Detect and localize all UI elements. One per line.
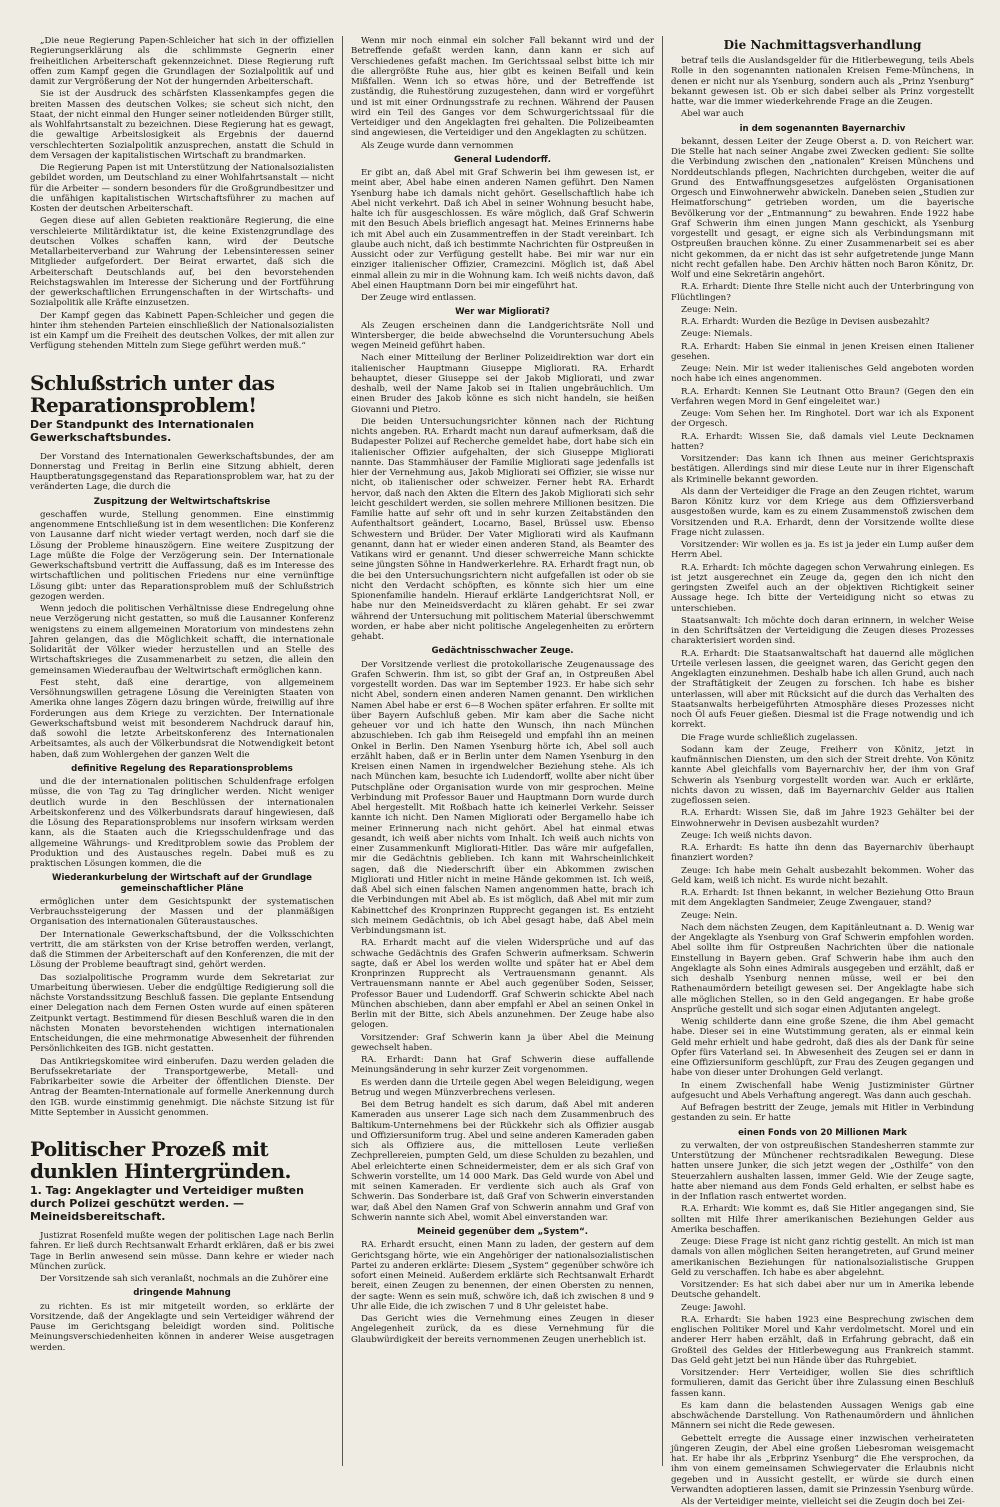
- article-headline: Schlußstrich unter das Reparationsproblem!: [30, 370, 275, 417]
- section-heading: Wer war Migliorati?: [455, 307, 550, 318]
- paragraph: Der Vorsitzende sah sich veranlaßt, nochmals an die Zuhörer eine: [40, 1274, 329, 1284]
- paragraph: „Die neue Regierung Papen-Schleicher hat sich in der offiziellen Regierungserklärung als die schlimmste Gegnerin einer freiheitlichen Arbeiterschaft gekennzeichnet. Diese Regierung ruft offen zum Kampf gegen die Grundlagen der Sozialpolitik auf und damit zur Vergrößerung der Not der hungernden Arbeiterschaft.: [30, 36, 334, 87]
- paragraph: Der Vorsitzende verliest die protokollarische Zeugenaussage des Grafen Schwerin. Ihm ist, so gibt der Graf an, in Ostpreußen Abel vorgestellt worden. Das war im September 1923. Er habe sich sehr nicht Abel, sondern einen anderen Namen genannt. Den wirklichen Namen Abel habe er erst 6—8 Wochen später erfahren. Er sollte mit über Bayern Aufschluß geben. Mir kam aber die Sache nicht geheuer vor und ich hatte den Wunsch, ihn nach München abzuschieben. Ich gab ihm Reisegeld und empfahl ihn an meinen Onkel in Berlin. Den Namen Ysenburg hörte ich, Abel soll auch erzählt haben, daß er in Berlin unter dem Namen Ysenburg in den Kreisen einen Namen in irgendwelcher Beziehung stehe. Als ich nach München kam, besuchte ich Ludendorff, wollte aber nicht über Putschpläne oder Organisation wurde von mir gesprochen. Meine Verbindung mit Professor Bauer und Hauptmann Dorn wurde durch Abel hergestellt. Mit Roßbach hatte ich keinerlei Verkehr. Seisser kannte ich nicht. Den Namen Migliorati oder Bergamello habe ich meiner Erinnerung nach nicht gehört. Abel hat einmal etwas gesandt, ich weiß aber nichts vom Inhalt. Ich weiß auch nichts von einer Zusammenkunft Migliorati-Hitler. Das wäre mir aufgefallen, mir die Gedächtnis geblieben. Ich kann mit Wahrscheinlichkeit sagen, daß die Niederschrift über ein Abkommen zwischen Migliorati und Hitler nicht in meine Hände gekommen ist. Ich weiß, daß Abel sich einen falschen Namen angenommen hatte, brach ich die Verbindungen mit Abel ab. Es ist möglich, daß Abel mit mir zum Kabinettchef des Kronprinzen Rupprecht gegangen ist. Es entzieht sich meinem Gedächtnis, ob ich Abel gesagt habe, daß Abel mein Verbindungsmann ist.: [351, 659, 654, 936]
- section-heading: Meineid gegenüber dem „System“.: [416, 1227, 589, 1237]
- paragraph: Das Antikriegskomitee wird einberufen. Dazu werden geladen die Berufssekretariate der Transportgewerbe, Metall- und Fabrikarbeiter sowie die Arbeiter der öffentlichen Dienste. Der Antrag der Beamten-Internationale auf formelle Anerkennung durch den IGB. wurde einstimmig genehmigt. Die nächste Sitzung ist für Mitte September in Aussicht genommen.: [30, 1056, 334, 1118]
- paragraph: Vorsitzender: Herr Verteidiger, wollen Sie dies schriftlich formulieren, damit das Gericht über ihre Zulassung einen Beschluß fassen kann.: [671, 1368, 974, 1399]
- paragraph: Das sozialpolitische Programm wurde dem Sekretariat zur Umarbeitung überwiesen. Ueber die endgültige Redigierung soll die nächste Vorstandssitzung Beschluß fassen. Die geplante Entsendung einer Delegation nach dem Fernen Osten wurde auf einen späteren Zeitpunkt vertagt. Bestimmend für diesen Beschluß waren die in den nächsten Monaten bevorstehenden wichtigen internationalen Entscheidungen, die eine mehrmonatige Abwesenheit der führenden Persönlichkeiten des IGB. nicht gestatten.: [30, 972, 334, 1055]
- paragraph: Zeuge: Vom Sehen her. Im Ringhotel. Dort war ich als Exponent der Orgesch.: [671, 409, 974, 430]
- paragraph: Es kam dann die belastenden Aussagen Wenigs gab eine abschwächende Darstellung. Von Rathenaumördern und ähnlichen Männern sei nicht die Rede gewesen.: [671, 1400, 974, 1432]
- paragraph: und die der internationalen politischen Schuldenfrage erfolgen müsse, die von Tag zu Tag dringlicher werden. Nicht weniger deutlich wurde in den Beschlüssen der internationalen Arbeitskonferenz und des Völkerbundsrats darauf hingewiesen, daß die Lösung des Reparationsproblems nur insofern wirksam werden kann, als die Staaten auch die Kriegsschuldenfrage und das allgemeine Währungs- und Kreditproblem sowie das Problem der Produktion und des Austausches regeln. Dabei muß es zu praktischen Lösungen kommen, die die: [30, 777, 334, 869]
- paragraph: Der Zeuge wird entlassen.: [361, 293, 477, 303]
- section-heading: Gedächtnisschwacher Zeuge.: [431, 646, 574, 657]
- paragraph: Das Gericht wies die Vernehmung eines Zeugen in dieser Angelegenheit zurück, da es diese Vernehmung für die Glaubwürdigkeit der bereits vernommenen Zeugen unerheblich ist.: [351, 1314, 654, 1345]
- paragraph: Staatsanwalt: Ich möchte doch daran erinnern, in welcher Weise in den Schriftsätzen der Verteidigung die Zeugen dieses Prozesses charakterisiert worden sind.: [671, 615, 974, 647]
- paragraph: bekannt, dessen Leiter der Zeuge Oberst a. D. von Reichert war. Die Stelle hat nach seiner Angabe zwei Zwecken gedient: Sie sollte die Verbindung zwischen den „nationalen“ Kreisen Münchens und Norddeutschlands pflegen, Nachrichten durchgeben, weiter die auf Grund des Entwaffnungsgesetzes aufgelösten Organisationen Orgesch und Einwohnerwehr abwickeln. Daneben seien „Studien zur Heimatforschung“ getrieben worden, um die bayerische Bevölkerung vor der „Entmannung“ zu bewahren. Ende 1922 habe Graf Schwerin ihm einen jungen Mann geschickt, als Ysenburg vorgestellt und gesagt, er eigne sich als Verbindungsmann mit Ostpreußen brauchen könne. Zu einer Zusammenarbeit sei es aber nicht gekommen, da er nicht das ist sehr aufgetretende junge Mann nicht recht gefallen habe. Den Archiv hätten noch Baron Könitz, Dr. Wolf und eine Sekretärin angehört.: [671, 136, 974, 280]
- paragraph: R.A. Erhardt: Es hatte ihn denn das Bayernarchiv überhaupt finanziert worden?: [671, 843, 974, 864]
- paragraph: ermöglichen unter dem Gesichtspunkt der systematischen Verbrauchssteigerung der Massen und der planmäßigen Organisation des internationalen Güteraustausches.: [30, 896, 334, 928]
- column-layout: [22, 36, 982, 1507]
- article-subheadline: Der Standpunkt des Internationalen Gewerkschaftsbundes.: [30, 417, 255, 444]
- paragraph: R.A. Erhardt: Wissen Sie, daß damals viel Leute Decknamen hatten?: [671, 431, 974, 452]
- paragraph: Er gibt an, daß Abel mit Graf Schwerin bei ihm gewesen ist, er meint aber, Abel habe einen anderen Namen geführt. Den Namen Ysenburg habe ich damals nicht gehört. Gesellschaftlich habe ich Abel nicht verkehrt. Daß ich Abel in seiner Wohnung besucht habe, halte ich für ausgeschlossen. Es wäre möglich, daß Graf Schwerin mit den Besuch Abels brieflich angesagt hat. Meines Erinnerns habe ich mit Abel auch ein Zusammentreffen in der Stadt vereinbart. Ich glaube auch nicht, daß ich bestimmte Nachrichten für Ostpreußen in Aussicht oder zur Verfügung gestellt habe. Bei mir war nur ein einziger italienischer Offizier, Cramezcini. Möglich ist, daß Abel einmal allein zu mir in die Wohnung kam. Ich weiß nichts davon, daß Abel einen Hauptmann Dorn bei mir eingeführt hat.: [351, 168, 654, 291]
- section-heading: einen Fonds von 20 Millionen Mark: [738, 1127, 907, 1138]
- column-left: [22, 36, 342, 1466]
- resolution-text: [30, 36, 334, 352]
- paragraph: Gegen diese auf allen Gebieten reaktionäre Regierung, die eine verschleierte Militärdiktatur ist, die keine Existenzgrundlage des deutschen Volkes schaffen kann, wird der Deutsche Metallarbeiterverband zur Wahrung der Lebensinteressen seiner Mitglieder aufgefordert. Der Beirat erwartet, daß sich die Arbeiterschaft Deutschlands auf, bei den bevorstehenden Reichstagswahlen im Interesse der Sicherung und der Fortführung der gewerkschaftlichen Errungenschaften in der Wirtschafts- und Sozialpolitik alle Kräfte einzusetzen.: [30, 216, 334, 309]
- paragraph: In einem Zwischenfall habe Wenig Justizminister Gürtner aufgesucht und Abels Verhaftung angeregt. Was dann auch geschah.: [671, 1080, 974, 1101]
- section-heading: Wiederankurbelung der Wirtschaft auf der Grundlage gemeinschaftlicher Pläne: [52, 873, 312, 894]
- paragraph: RA. Erhardt ersucht, einen Mann zu laden, der gestern auf dem Gerichtsgang hörte, wie ein Angehöriger der nationalsozialistischen Partei zu anderen erklärte: Diesem „System“ gegenüber schwöre ich sofort einen Meineid. Außerdem erklärte sich Rechtsanwalt Erhardt bereit, einen Zeugen zu benennen, der einen Obersten zu nennen, der sagte: Wenn es sein muß, schwöre ich, daß ich zwischen 8 und 9 Uhr alle Eide, die ich zwischen 7 und 8 Uhr geleistet habe.: [351, 1240, 654, 1312]
- paragraph: Vorsitzender: Es hat sich dabei aber nur um in Amerika lebende Deutsche gehandelt.: [671, 1280, 974, 1301]
- paragraph: Zeuge: Diese Frage ist nicht ganz richtig gestellt. An mich ist man damals von allen möglichen Seiten herangetreten, auf Grund meiner amerikanischen Beziehungen für nationalsozialistische Gruppen Geld zu verschaffen. Ich habe es aber abgelehnt.: [671, 1237, 974, 1278]
- paragraph: R.A. Erhardt: Kennen Sie Leutnant Otto Braun? (Gegen den ein Verfahren wegen Mord in Genf eingeleitet war.): [671, 386, 974, 407]
- paragraph: Als der Verteidiger meinte, vielleicht sei die Zeugin doch bei Zei-: [681, 1497, 965, 1507]
- paragraph: Wenn mir noch einmal ein solcher Fall bekannt wird und der Betreffende gefaßt werden kann, dann kann er sich auf Verschiedenes gefaßt machen. Im Gerichtssaal selbst bitte ich mir die allergrößte Ruhe aus, hier gibt es keinen Beifall und kein Mißfallen. Wenn ich so etwas höre, und der Betreffende ist zuständig, die Ruhestörung zuzugestehen, dann wird er vorgeführt und ist mit einer Ordnungsstrafe zu rechnen. Während der Pausen wird ein Teil des Ganges vor dem Schwurgerichtssaal für die Verteidiger und den Angeklagten frei gehalten. Die Polizeibeamten sind angewiesen, die Verteidiger und den Angeklagten zu schützen.: [351, 36, 654, 139]
- section-title: Die Nachmittagsverhandlung: [723, 38, 922, 52]
- reparations-article: [30, 452, 334, 1119]
- paragraph: Zeuge: Niemals.: [681, 329, 753, 340]
- paragraph: zu verwalten, der von ostpreußischen Standesherren stammte zur Unterstützung der Münchener rechtsradikalen Bewegung. Diese hatten unsere Junker, die sich jetzt wegen der „Osthilfe“ von den Steuerzahlern aushalten lassen, immer Geld. Wie der Zeuge sagte, hatte aber niemand aus dem Fonds Geld erhalten, er selbst habe es in der Inflation rasch entwertet worden.: [671, 1140, 974, 1202]
- paragraph: R.A. Erhardt: Wie kommt es, daß Sie Hitler angegangen sind, Sie sollten mit Hilfe Ihrer amerikanischen Beziehungen Gelder aus Amerika beschaffen.: [671, 1204, 974, 1235]
- paragraph: Die beiden Untersuchungsrichter können nach der Richtung nichts angeben. RA. Erhardt macht nun darauf aufmerksam, daß die Budapester Polizei auf Recherche gemeldet habe, dort habe sich ein italienischer Offizier aufgehalten, der sich Giuseppe Migliorati nannte. Das Stammhäuser der Familie Migliorati sage jedenfalls ist hier der Vernehmung aus, Jakob Migliorati sei Offizier, sie wisse nur nicht, ob italienischer oder schweizer. Ferner hebt RA. Erhardt hervor, daß nach den Akten die Eltern des Jakob Migliorati sich sehr leicht geschildert werden, sie sollen mehrere Millionen besitzen. Die Familie hatte auf sehr oft und in sehr kurzen Zeitabständen den Aufenthaltsort geändert, Locarno, Basel, Brüssel usw. Ebenso Schwestern und Brüder. Der Vater Migliorati wird als Kaufmann genannt, dann hat er wieder einen anderen Stand, als Beamter des Vatikans wird er genannt. Und dieser schwerreiche Mann schickte seine jüngsten Söhne in Handwerkerlehre. RA. Erhardt fragt nun, ob die bei den Untersuchungsrichtern nicht aufgefallen ist oder ob sie nicht den Verdacht schöpften, es könnte sich hier um eine Spionenfamilie handeln. Hierauf erklärte Landgerichtsrat Noll, er habe nur den Meineidsverdacht zu klären gehabt. Er sei zwar während der Untersuchung mit politischem Material überschwemmt worden, er habe aber nicht politische Angelegenheiten zu erörtern gehabt.: [351, 416, 654, 642]
- paragraph: Als dann der Verteidiger die Frage an den Zeugen richtet, warum Baron Könitz kurz vor dem Kriege aus dem Offiziersverband ausgestoßen wurde, kam es zu einem Zusammenstoß zwischen dem Vorsitzenden und R.A. Erhardt, denn der Vorsitzende wollte diese Frage nicht zulassen.: [671, 486, 974, 538]
- paragraph: Vorsitzender: Wir wollen es ja. Es ist ja jeder ein Lump außer dem Herrn Abel.: [671, 540, 974, 561]
- paragraph: Abel war auch: [681, 109, 744, 120]
- paragraph: RA. Erhardt macht auf die vielen Widersprüche und auf das schwache Gedächtnis des Grafen Schwerin aufmerksam. Schwerin sagte, daß er Abel los werden wollte und später hat er Abel dem Kronprinzen Rupprecht als Vertrauensmann genannt. Als Vertrauensmann nannte er Abel auch gegenüber Soden, Seisser, Professor Bauer und Ludendorff. Graf Schwerin schickte Abel nach München abschieben, dann aber empfahl er Abel an seinen Onkel in Berlin mit der Bitte, sich Abels anzunehmen. Der Zeuge habe also gelogen.: [351, 938, 654, 1031]
- paragraph: Fest steht, daß eine derartige, von allgemeinem Versöhnungswillen getragene Lösung die Vereinigten Staaten von Amerika ohne langes Zögern dazu bringen würde, freiwillig auf ihre Forderungen aus dem Kriege zu verzichten. Der Internationale Gewerkschaftsbund weist mit besonderem Nachdruck darauf hin, daß sowohl die letzte Arbeitskonferenz des Internationalen Arbeitsamtes, als auch der Völkerbundsrat die Notwendigkeit betont haben, daß zum Wohlergehen der ganzen Welt die: [30, 677, 334, 760]
- paragraph: Justizrat Rosenfeld mußte wegen der politischen Lage nach Berlin fahren. Er ließ durch Rechtsanwalt Erhardt erklären, daß er bis zwei Tage in Berlin anwesend sein müsse. Dann kehre er wieder nach München zurück.: [30, 1231, 334, 1272]
- paragraph: Wenn jedoch die politischen Verhältnisse diese Endregelung ohne neue Verzögerung nicht gestatten, so muß die Lausanner Konferenz wenigstens zu einem allgemeinen Moratorium von mindestens zehn Jahren gelangen, das die Möglichkeit schafft, die internationale Solidarität der Völker wieder herzustellen und an Stelle des Wirtschaftskrieges die Zusammenarbeit zu setzen, die allein den gemeinsamen Wiederaufbau der Weltwirtschaft ermöglichen kann.: [30, 604, 334, 676]
- column-right: [662, 36, 982, 1507]
- paragraph: R.A. Erhardt: Sie haben 1923 eine Besprechung zwischen dem englischen Politiker Morel und Kahr verdolmetscht. Morel und ein anderer Herr haben erzählt, daß in Erfahrung gebracht, daß ein Großteil des Geldes der Hitlerbewegung aus Frankreich stammt. Das Geld geht jetzt bei nun Hände über das Ruhrgebiet.: [671, 1314, 974, 1366]
- paragraph: Zeuge: Nein. Mir ist weder italienisches Geld angeboten worden noch habe ich eines angenommen.: [671, 364, 974, 385]
- paragraph: Zeuge: Nein.: [681, 304, 738, 315]
- paragraph: Die Regierung Papen ist mit Unterstützung der Nationalsozialisten gebildet worden, um Deutschland zu einer Wohlfahrtsanstalt — nicht für die Arbeiter — sondern besonders für die Großgrundbesitzer und die unfähigen kapitalistischen Wirtschaftsführer zu machen auf Kosten der deutschen Arbeiterschaft.: [30, 163, 334, 214]
- paragraph: betraf teils die Auslandsgelder für die Hitlerbewegung, teils Abels Rolle in den sogenannten nationalen Kreisen Feme-Münchens, in denen er nicht nur als Ysenburg, sondern auch als „Prinz Ysenburg“ bekannt gewesen ist. Ob er sich dabei selber als Prinz vorgestellt hatte, war die immer wiederkehrende Frage an die Zeugen.: [671, 56, 974, 107]
- paragraph: Zeuge: Jawohl.: [681, 1302, 746, 1313]
- paragraph: Der Internationale Gewerkschaftsbund, der die Volksschichten vertritt, die am stärksten von der Krise betroffen werden, verlangt, daß die Stimmen der Arbeiterschaft auf den Konferenzen, die mit der Lösung der Probleme beauftragt sind, gehört werden.: [30, 929, 334, 971]
- paragraph: Wenig schilderte dann eine große Szene, die ihm Abel gemacht habe. Dieser sei in eine Wutstimmung geraten, als er einmal kein Geld mehr erhielt und habe gedroht, daß dies als der Dank für seine Opfer fürs Vaterland sei. In Abwesenheit des Zeugen sei er dann in eine Offiziersuniform geschlüpft, zur Frau des Zeugen gegangen und habe von dieser unter Drohungen Geld verlangt.: [671, 1017, 974, 1079]
- section-heading: Zuspitzung der Weltwirtschaftskrise: [93, 496, 271, 507]
- paragraph: Bei dem Betrug handelt es sich darum, daß Abel mit anderen Kameraden aus unserer Lage sich nach dem Zusammenbruch des Baltikum-Unternehmens bei der Rückkehr sich als Offizier ausgab und Offiziersuniform trug. Abel und seine anderen Kameraden gaben sich als Offiziere aus, die mittellosen Leute verließen Zechprellereien, pumpten Geld, um diese Schulden zu bezahlen, und Abel erleichterte einen Schneidermeister, dem er als sich Graf von Schwerin vorstellte, um 14 000 Mark. Das Geld wurde von Abel und mit seinen Kameraden. Er verdiente sich auch als Graf von Schwerin. Das Sonderbare ist, daß Graf von Schwerin einverstanden war, daß Abel den Namen Graf von Schwerin annahm und Graf von Schwerin nannte sich Abel, womit Abel einverstanden war.: [351, 1100, 654, 1223]
- paragraph: geschaffen wurde, Stellung genommen. Eine einstimmig angenommene Entschließung ist in dem wesentlichen: Die Konferenz von Lausanne darf nicht wieder vertagt werden, noch darf sie die Lösung der Probleme hinauszögern. Eine weitere Zuspitzung der Lage müßte die Folge der Verzögerung sein. Der Internationale Gewerkschaftsbund vertritt die Auffassung, daß es im Interesse des wirtschaftlichen und politischen Friedens nur eine vernünftige Lösung gibt: unter das Reparationsproblem muß der Schlußstrich gezogen werden.: [30, 509, 334, 602]
- paragraph: Nach dem nächsten Zeugen, dem Kapitänleutnant a. D. Wenig war der Angeklagte als Ysenburg von Graf Schwerin empfohlen worden. Abel sollte ihm für Ostpreußen Nachrichten über die nationale Einstellung in Bayern geben. Graf Schwerin habe ihm auch den Angeklagte als Sohn eines Admirals ausgegeben und erzählt, daß er sich deshalb Ysenburg nennen müsse, weil er bei den Rathenaumördern beteiligt gewesen sei. Der Angeklagte habe sich alle möglichen Stellen, so in den Geld angegangen. Er habe große Ansprüche gestellt und sich sogar einen Adjutanten angelegt.: [671, 922, 974, 1015]
- section-heading: dringende Mahnung: [133, 1288, 231, 1299]
- paragraph: R.A. Erhardt: Haben Sie einmal in jenen Kreisen einen Italiener gesehen.: [671, 341, 974, 362]
- paragraph: Als Zeugen erscheinen dann die Landgerichtsräte Noll und Wintersberger, die beide abwechselnd die Voruntersuchung Abels wegen Meineid geführt haben.: [351, 320, 654, 351]
- paragraph: R.A. Erhardt: Wurden die Bezüge in Devisen ausbezahlt?: [681, 317, 930, 327]
- section-heading: General Ludendorff.: [453, 154, 551, 165]
- paragraph: Sodann kam der Zeuge, Freiherr von Könitz, jetzt in kaufmännischen Diensten, um den sich der Streit drehte. Von Könitz kannte Abel gleichfalls vom Bayernarchiv her, der ihm von Graf Schwerin als Ysenburg vorgestellt worden war. Auch er erklärte, nichts davon zu wissen, daß im Bayernarchiv Gelder aus Italien zugeflossen seien.: [671, 744, 974, 806]
- trial-continuation: [351, 36, 654, 1345]
- paragraph: R.A. Erhardt: Ich möchte dagegen schon Verwahrung einlegen. Es ist jetzt ausgerechnet ein Zeuge da, gegen den ich nicht den geringsten Zweifel auch an der objektiven Richtigkeit seiner Aussage hege. Ich bitte der Verteidigung nicht so etwas zu unterschieben.: [671, 562, 974, 614]
- column-middle: [342, 36, 662, 1466]
- article-subheadline-2: 1. Tag: Angeklagter und Verteidiger mußten durch Polizei geschützt werden. — Meineidsbereitschaft.: [30, 1184, 304, 1223]
- paragraph: R.A. Erhardt: Die Staatsanwaltschaft hat dauernd alle möglichen Urteile verlesen lassen, die geeignet waren, das Gericht gegen den Angeklagten einzunehmen. Deshalb habe ich allen Grund, auch nach der Straftätigkeit der Zeugen zu forschen. Ich habe es bisher unterlassen, will aber mit Rücksicht auf die durch das Verhalten des Staatsanwalts herbeigeführten Atmosphäre dieses Prozesses nicht noch Öl aufs Feuer gießen. Diesmal ist die Frage notwendig und ich korrekt.: [671, 648, 974, 731]
- section-heading: definitive Regelung des Reparationsproblems: [71, 763, 293, 774]
- paragraph: R.A. Erhardt: Ist Ihnen bekannt, in welcher Beziehung Otto Braun mit dem Angeklagten Sandmeier, Zeuge Zwengauer, stand?: [671, 888, 974, 909]
- article-headline-2: Politischer Prozeß mit dunklen Hintergründen.: [30, 1137, 291, 1183]
- paragraph: R.A. Erhardt: Wissen Sie, daß im Jahre 1923 Gehälter bei der Einwohnerwehr in Devisen ausbezahlt wurden?: [671, 808, 974, 829]
- paragraph: Auf Befragen bestritt der Zeuge, jemals mit Hitler in Verbindung gestanden zu sein. Er hatte: [671, 1103, 974, 1124]
- section-heading: in dem sogenannten Bayernarchiv: [739, 123, 906, 134]
- paragraph: Vorsitzender: Graf Schwerin kann ja über Abel die Meinung gewechselt haben.: [351, 1032, 654, 1053]
- trial-article: [30, 1231, 334, 1353]
- paragraph: Die Frage wurde schließlich zugelassen.: [681, 732, 858, 743]
- afternoon-session-text: [671, 56, 974, 1507]
- paragraph: RA. Erhardt: Dann hat Graf Schwerin diese auffallende Meinungsänderung in sehr kurzer Zeit vorgenommen.: [351, 1055, 654, 1076]
- paragraph: Vorsitzender: Das kann ich Ihnen aus meiner Gerichtspraxis bestätigen. Allerdings sind mir diese Leute nur in ihrer Eigenschaft als Kriminelle bekannt geworden.: [671, 454, 974, 485]
- paragraph: Der Kampf gegen das Kabinett Papen-Schleicher und gegen die hinter ihm stehenden Parteien einschließlich der Nationalsozialisten ist ein Kampf um die Freiheit des deutschen Volkes, der mit allen zur Verfügung stehenden Mitteln zum Siege geführt werden muß.“: [30, 310, 334, 352]
- paragraph: Gebettelt erregte die Aussage einer inzwischen verheirateten jüngeren Zeugin, der Abel eine großen Liebesroman weisgemacht hat. Er habe ihr als „Erbprinz Ysenburg“ die Ehe versprochen, da ihm von einem gemeinsamen Schwiegervater die Erlaubnis nicht gegeben und in Aussicht gestellt, er würde sie durch einen Verwandten adoptieren lassen, damit sie Prinzessin Ysenburg würde.: [671, 1433, 974, 1495]
- paragraph: Sie ist der Ausdruck des schärfsten Klassenkampfes gegen die breiten Massen des deutschen Volkes; sie scheut sich nicht, den Staat, der nicht einmal den Hunger seiner notleidenden Bürger stillt, als Wohlfahrtsanstalt zu bezeichnen. Diese Regierung hat es gewagt, die gewaltige Arbeitslosigkeit als Ergebnis der dauernd verschlechterten Sozialpolitik anzusprechen, anstatt die Schuld in dem Versagen der kapitalistischen Wirtschaft zu brandmarken.: [30, 89, 334, 161]
- paragraph: Es werden dann die Urteile gegen Abel wegen Beleidigung, wegen Betrug und wegen Münzverbrechens verlesen.: [351, 1077, 654, 1098]
- paragraph: zu richten. Es ist mir mitgeteilt worden, so erklärte der Vorsitzende, daß der Angeklagte und sein Verteidiger während der Pause im Gerichtsgang beleidigt worden sind. Politische Meinungsverschiedenheiten können in anderer Weise ausgetragen werden.: [30, 1301, 334, 1353]
- paragraph: R.A. Erhardt: Diente Ihre Stelle nicht auch der Unterbringung von Flüchtlingen?: [671, 282, 974, 303]
- paragraph: Der Vorstand des Internationalen Gewerkschaftsbundes, der am Donnerstag und Freitag in Berlin eine Sitzung abhielt, deren Hauptberatungsgegenstand das Reparationsproblem war, hat zu der veränderten Lage, die durch die: [30, 451, 334, 493]
- paragraph: Nach einer Mitteilung der Berliner Polizeidirektion war dort ein italienischer Hauptmann Giuseppe Migliorati. RA. Erhardt behauptet, dieser Giuseppe sei der Jakob Migliorati, und zwar deshalb, weil der Name Jakob sei in Italien ungebräuchlich. Um einen Bruder des Jakob könne es sich nicht handeln, sie heißen Giovanni und Pietro.: [351, 353, 654, 415]
- paragraph: Zeuge: Nein.: [681, 910, 738, 921]
- paragraph: Als Zeuge wurde dann vernommen: [361, 140, 514, 151]
- paragraph: Zeuge: Ich habe mein Gehalt ausbezahlt bekommen. Woher das Geld kam, weiß ich nicht. Es wurde nicht bezahlt.: [671, 865, 974, 886]
- paragraph: Zeuge: Ich weiß nichts davon.: [681, 830, 813, 841]
